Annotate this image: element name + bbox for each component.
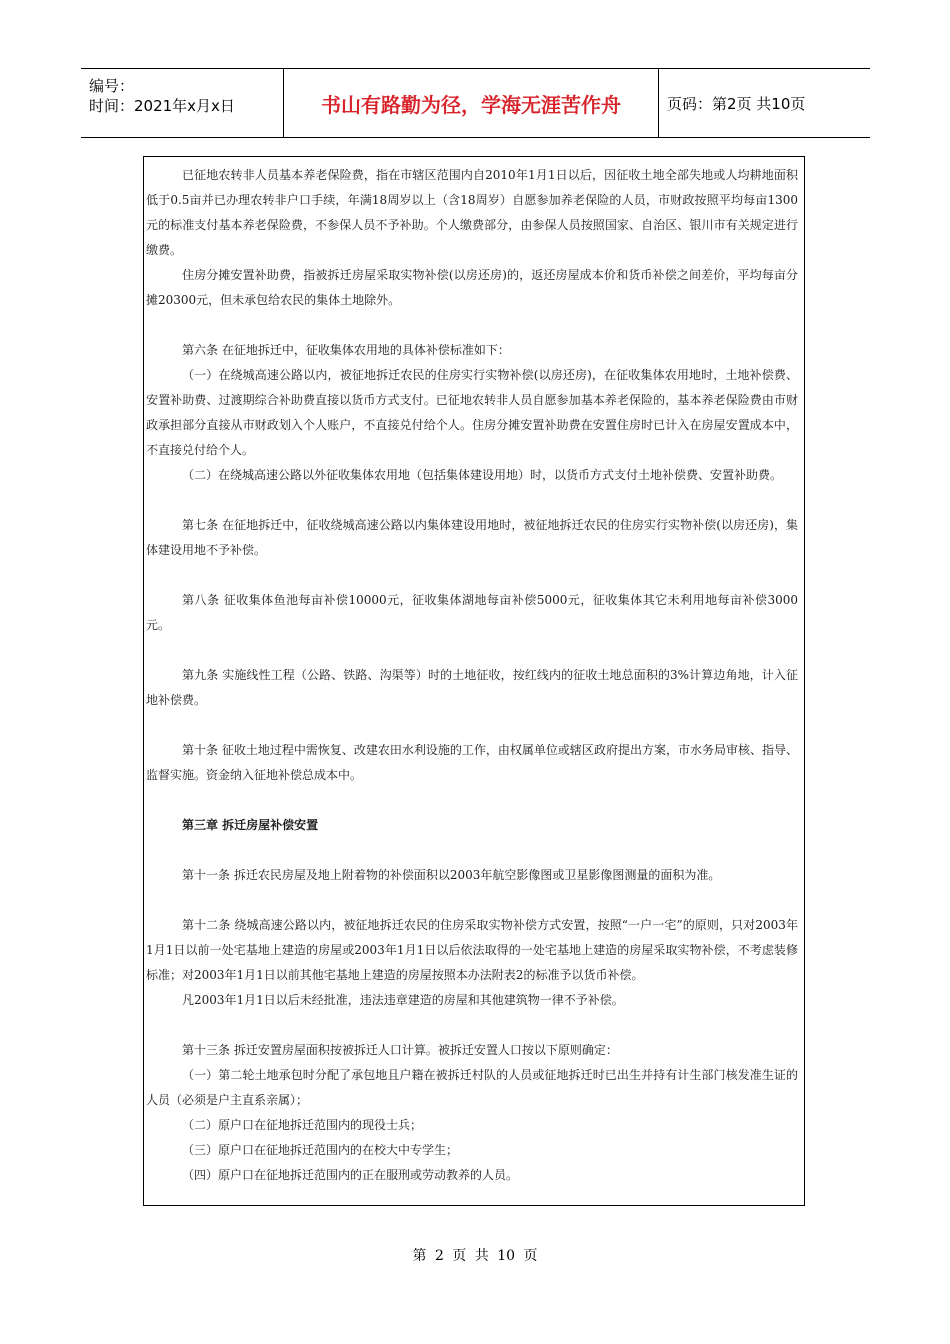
article-8: 第八条 征收集体鱼池每亩补偿10000元，征收集体湖地每亩补偿5000元，征收集体其它未利用地每亩补偿3000元。 — [146, 593, 798, 632]
article-6-item-2: （二）在绕城高速公路以外征收集体农用地（包括集体建设用地）时，以货币方式支付土地补偿费、安置补助费。 — [182, 468, 783, 482]
article-13-item-2: （二）原户口在征地拆迁范围内的现役士兵； — [182, 1118, 423, 1132]
content-box — [143, 156, 805, 1206]
article-13-item-3: （三）原户口在征地拆迁范围内的在校大中专学生； — [182, 1143, 459, 1157]
page-footer: 第 2 页 共 10 页 — [412, 1248, 538, 1264]
header-motto: 书山有路勤为径，学海无涯苦作舟 — [284, 69, 659, 137]
article-6: 第六条 在征地拆迁中，征收集体农用地的具体补偿标准如下： — [182, 343, 510, 357]
paragraph-housing-subsidy: 住房分摊安置补助费，指被拆迁房屋采取实物补偿(以房还房)的，返还房屋成本价和货币补偿之间差价，平均每亩分摊20300元，但未承包给农民的集体土地除外。 — [146, 268, 798, 307]
article-7: 第七条 在征地拆迁中，征收绕城高速公路以内集体建设用地时，被征地拆迁农民的住房实行实物补偿(以房还房)，集体建设用地不予补偿。 — [146, 518, 798, 557]
article-12: 第十二条 绕城高速公路以内，被征地拆迁农民的住房采取实物补偿方式安置，按照“一户一宅”的原则，只对2003年1月1日以前一处宅基地上建造的房屋或2003年1月1日以后依法取得的一处宅基地上建造的房屋采取实物补偿，不考虑装修标准；对2003年1月1日以前其他宅基地上建造的房屋按照本办法附表2的标准予以货币补偿。 — [146, 918, 798, 982]
header-info-cell — [81, 69, 284, 137]
header-page-indicator: 页码：第2页 共10页 — [667, 94, 806, 113]
article-11: 第十一条 拆迁农民房屋及地上附着物的补偿面积以2003年航空影像图或卫星影像图测量的面积为准。 — [182, 868, 721, 882]
article-9: 第九条 实施线性工程（公路、铁路、沟渠等）时的土地征收，按红线内的征收土地总面积的3%计算边角地，计入征地补偿费。 — [146, 668, 798, 707]
article-13-item-4: （四）原户口在征地拆迁范围内的正在服刑或劳动教养的人员。 — [182, 1168, 519, 1182]
paragraph-pension: 已征地农转非人员基本养老保险费，指在市辖区范围内自2010年1月1日以后，因征收土地全部失地或人均耕地面积低于0.5亩并已办理农转非户口手续，年满18周岁以上（含18周岁）自愿参加养老保险的人员，市财政按照平均每亩1300元的标准支付基本养老保险费，不参保人员不予补助。个人缴费部分，由参保人员按照国家、自治区、银川市有关规定进行缴费。 — [146, 168, 798, 257]
document-number-label: 编号： — [89, 77, 135, 95]
article-13-item-1: （一）第二轮土地承包时分配了承包地且户籍在被拆迁村队的人员或征地拆迁时已出生并持有计生部门核发准生证的人员（必须是户主直系亲属）； — [146, 1068, 798, 1107]
article-6-item-1: （一）在绕城高速公路以内，被征地拆迁农民的住房实行实物补偿(以房还房)，在征收集体农用地时，土地补偿费、安置补助费、过渡期综合补助费直接以货币方式支付。已征地农转非人员自愿参加基本养老保险的，基本养老保险费由市财政承担部分直接从市财政划入个人账户，不直接兑付给个人。住房分摊安置补助费在安置住房时已计入在房屋安置成本中，不直接兑付给个人。 — [146, 368, 798, 457]
page-header — [81, 68, 870, 138]
chapter-3-heading: 第三章 拆迁房屋补偿安置 — [182, 818, 319, 832]
document-date-label: 时间：2021年x月x日 — [89, 97, 235, 115]
document-body — [146, 163, 798, 1188]
article-12-clause: 凡2003年1月1日以后未经批准，违法违章建造的房屋和其他建筑物一律不予补偿。 — [182, 993, 624, 1007]
article-13: 第十三条 拆迁安置房屋面积按被拆迁人口计算。被拆迁安置人口按以下原则确定： — [182, 1043, 618, 1057]
article-10: 第十条 征收土地过程中需恢复、改建农田水利设施的工作，由权属单位或辖区政府提出方案，市水务局审核、指导、监督实施。资金纳入征地补偿总成本中。 — [146, 743, 798, 782]
